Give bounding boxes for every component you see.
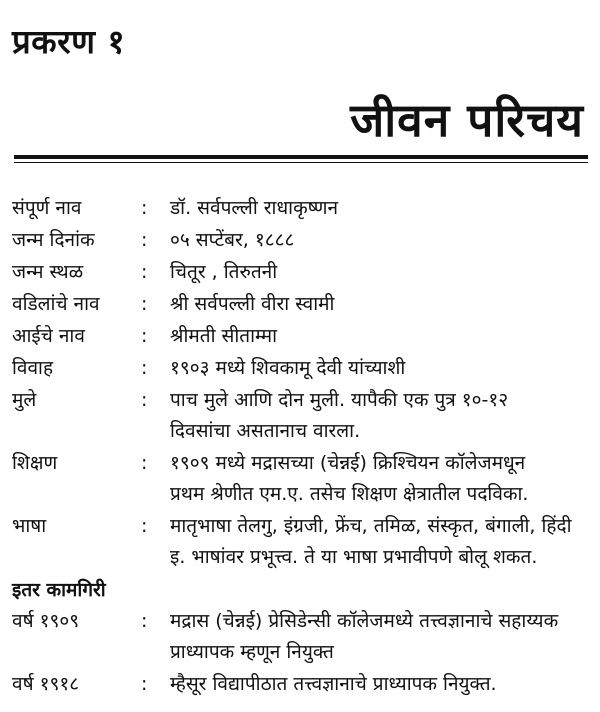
info-value (170, 606, 590, 668)
info-row (0, 669, 600, 701)
info-row (0, 448, 600, 511)
separator-colon: : (141, 293, 148, 315)
info-value-line: पाच मुले आणि दोन मुली. यापैकी एक पुत्र १०-१२ (170, 389, 509, 411)
biography-list (0, 193, 600, 701)
info-row (0, 289, 600, 321)
separator-colon: : (141, 197, 148, 219)
separator-colon: : (141, 229, 148, 251)
info-label: जन्म दिनांक (12, 229, 95, 251)
info-row (0, 353, 600, 385)
separator-colon: : (141, 325, 148, 347)
info-value (170, 321, 590, 352)
info-label: आईचे नाव (12, 325, 85, 347)
info-row (0, 225, 600, 257)
info-value-line: चितूर , तिरुतनी (170, 261, 278, 283)
info-value (170, 225, 590, 256)
info-value-line: १९०९ मध्ये मद्रासच्या (चेन्नई) क्रिश्चियन कॉलेजमधून (170, 452, 526, 474)
info-value (170, 448, 590, 510)
info-value-line: डॉ. सर्वपल्ली राधाकृष्णन (170, 197, 339, 219)
info-label: जन्म स्थळ (12, 261, 84, 283)
title-rule-thick (14, 155, 588, 159)
info-value (170, 193, 590, 224)
info-label: वर्ष १९०९ (12, 610, 80, 632)
info-label: वर्ष १९१८ (12, 673, 80, 695)
info-label: मुले (12, 389, 37, 411)
separator-colon: : (141, 673, 148, 695)
info-label: संपूर्ण नाव (12, 197, 82, 219)
title-rule-thin (14, 162, 588, 163)
info-value-line: ०५ सप्टेंबर, १८८८ (170, 229, 295, 251)
chapter-label: प्रकरण १ (12, 22, 126, 61)
info-value-line: श्री सर्वपल्ली वीरा स्वामी (170, 293, 335, 315)
info-value-line: श्रीमती सीताम्मा (170, 325, 278, 347)
info-row (0, 385, 600, 448)
info-row (0, 321, 600, 353)
info-row (0, 193, 600, 225)
chapter-title: जीवन परिचय (350, 93, 584, 147)
info-value (170, 257, 590, 288)
other-work-heading: इतर कामगिरी (12, 579, 106, 601)
info-value-line: म्हैसूर विद्यापीठात तत्त्वज्ञानाचे प्राध्यापक नियुक्त. (170, 673, 497, 695)
info-value (170, 385, 590, 447)
separator-colon: : (141, 357, 148, 379)
info-value-line: १९०३ मध्ये शिवकामू देवी यांच्याशी (170, 357, 406, 379)
info-value (170, 353, 590, 384)
info-row (0, 257, 600, 289)
separator-colon: : (141, 515, 148, 537)
info-value-line: इ. भाषांवर प्रभूत्त्व. ते या भाषा प्रभावीपणे बोलू शकत. (170, 546, 538, 568)
info-label: विवाह (12, 357, 54, 379)
info-value-line: मद्रास (चेन्नई) प्रेसिडेन्सी कॉलेजमध्ये तत्त्वज्ञानाचे सहाय्यक (170, 610, 559, 632)
info-value-line: प्रथम श्रेणीत एम.ए. तसेच शिक्षण क्षेत्रातील पदविका. (170, 483, 529, 505)
info-label: भाषा (12, 515, 47, 537)
info-value (170, 511, 590, 573)
separator-colon: : (141, 389, 148, 411)
info-value-line: दिवसांचा असतानाच वारला. (170, 420, 361, 442)
info-value-line: मातृभाषा तेलगु, इंग्रजी, फ्रेंच, तमिळ, संस्कृत, बंगाली, हिंदी (170, 515, 572, 537)
info-label: वडिलांचे नाव (12, 293, 100, 315)
info-row (0, 511, 600, 574)
separator-colon: : (141, 261, 148, 283)
info-value (170, 289, 590, 320)
separator-colon: : (141, 452, 148, 474)
info-value-line: प्राध्यापक म्हणून नियुक्त (170, 641, 334, 663)
info-value (170, 669, 590, 700)
info-label: शिक्षण (12, 452, 58, 474)
separator-colon: : (141, 610, 148, 632)
info-row (0, 606, 600, 669)
